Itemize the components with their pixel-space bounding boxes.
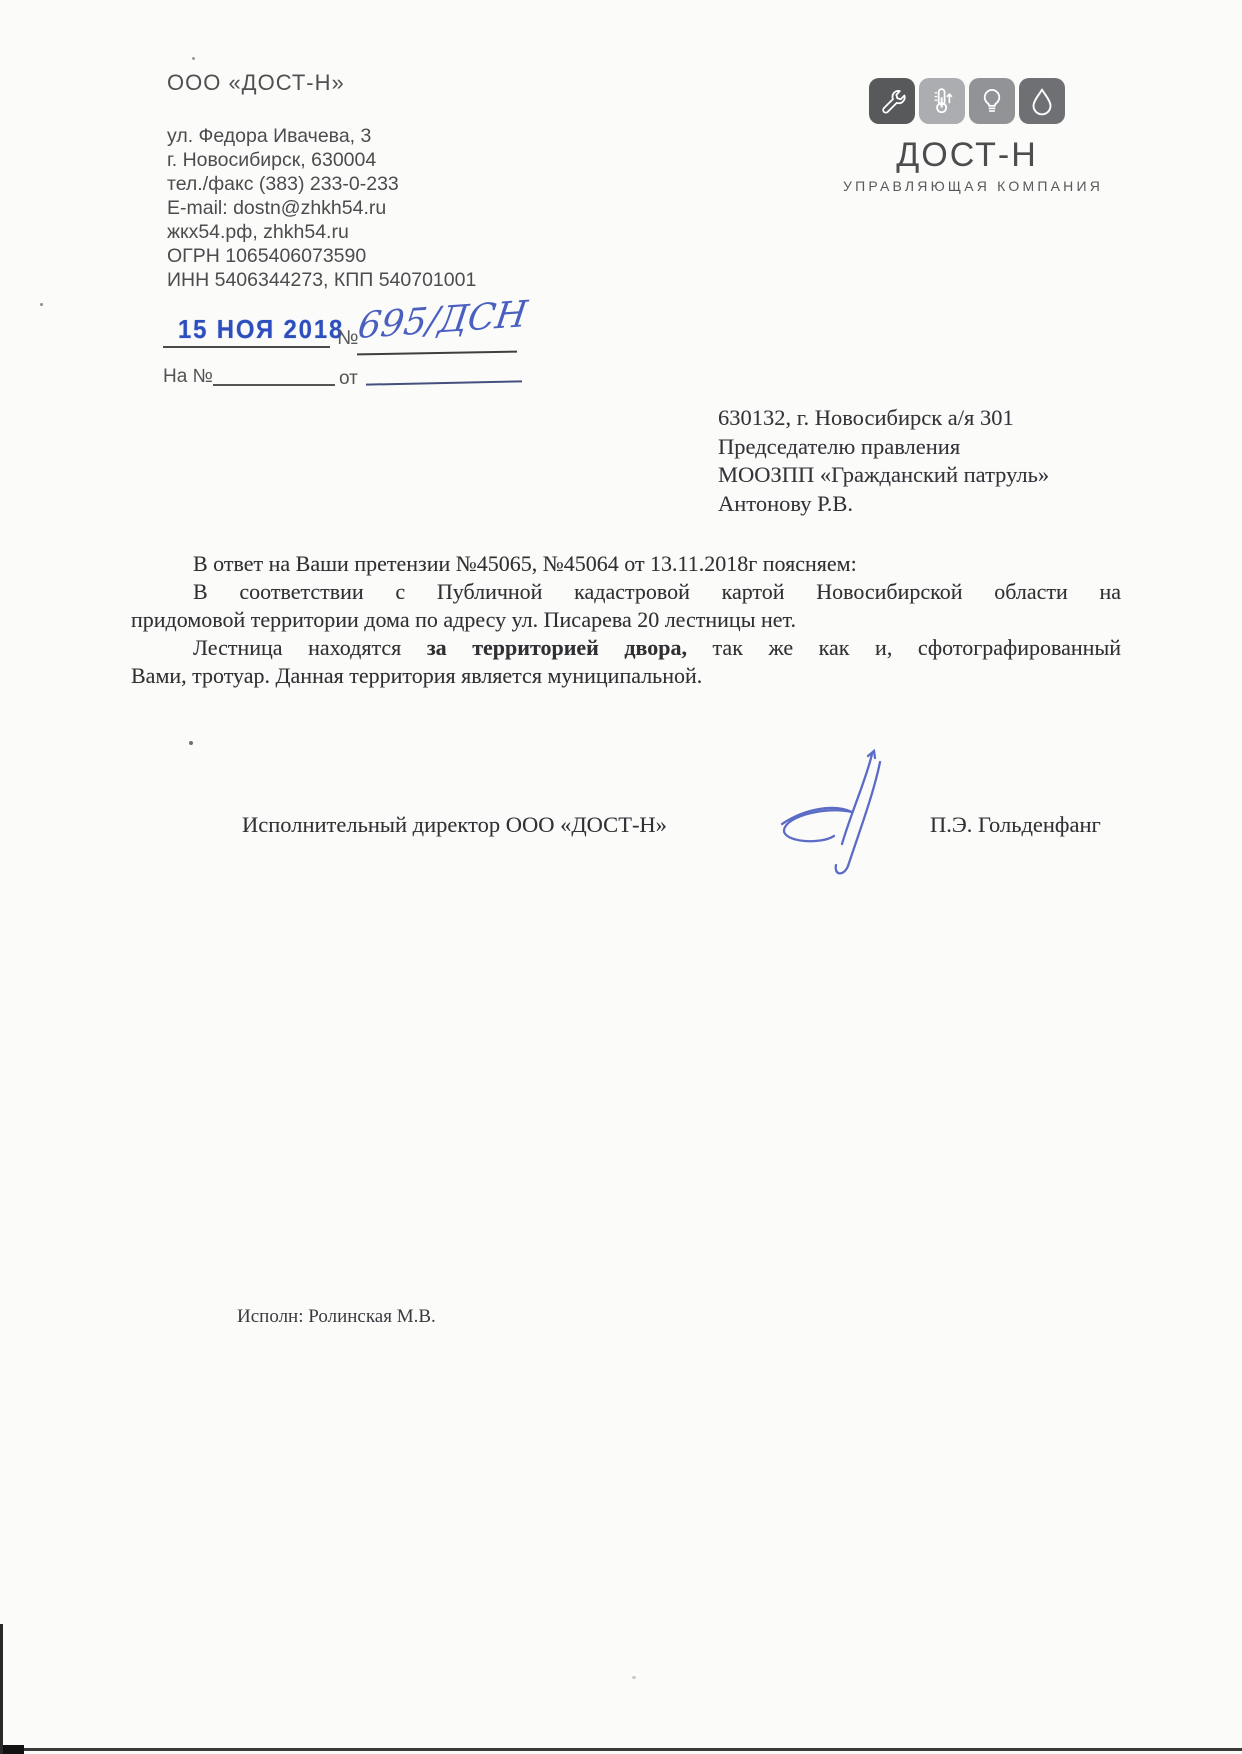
reply-date-label: от	[339, 368, 358, 389]
date-underline	[163, 346, 330, 348]
date-stamp: 15 НОЯ 2018	[178, 314, 345, 344]
wrench-icon	[869, 78, 915, 124]
company-logo	[843, 78, 1104, 194]
signatory-name: П.Э. Гольденфанг	[930, 812, 1101, 837]
executor-note: Исполн: Ролинская М.В.	[237, 1306, 436, 1327]
water-drop-icon	[1019, 78, 1065, 124]
scan-speck	[40, 303, 43, 306]
recipient-address-line: 630132, г. Новосибирск а/я 301	[718, 405, 1014, 430]
body-paragraph-2-line-1: В соответствии с Публичной кадастровой картой Новосибирской области на	[193, 579, 1121, 604]
body-paragraph-1: В ответ на Ваши претензии №45065, №45064 от 13.11.2018г поясняем:	[193, 551, 857, 576]
letter-body	[131, 550, 1121, 690]
handwritten-outgoing-number: 695/ДСН	[355, 293, 530, 348]
body-paragraph-2-line-2: придомовой территории дома по адресу ул. Писарева 20 лестницы нет.	[131, 607, 796, 632]
scan-edge-blob	[0, 1745, 24, 1754]
scan-speck	[192, 57, 195, 60]
sender-website-line: жкх54.рф, zhkh54.ru	[167, 221, 349, 243]
reply-number-blank	[213, 384, 335, 386]
sender-inn-kpp-line: ИНН 5406344273, КПП 540701001	[167, 269, 477, 291]
signatory-position: Исполнительный директор ООО «ДОСТ-Н»	[242, 812, 667, 837]
recipient-name-line: Антонову Р.В.	[718, 490, 854, 516]
thermometer-icon	[919, 78, 965, 124]
recipient-position-line: Председателю правления	[718, 433, 961, 459]
sender-address-block	[167, 124, 476, 292]
reply-date-blank	[366, 380, 522, 385]
scan-edge-left	[0, 1624, 3, 1754]
recipient-block	[718, 404, 1049, 518]
sender-address-line: г. Новосибирск, 630004	[167, 149, 377, 171]
bold-phrase: за территорией двора,	[426, 635, 687, 660]
number-underline	[357, 351, 517, 356]
scan-edge-line	[0, 1748, 1242, 1751]
handwritten-signature	[768, 748, 908, 878]
reply-number-label: На №	[163, 366, 213, 387]
sender-ogrn-line: ОГРН 1065406073590	[167, 245, 367, 267]
recipient-organization-line: МООЗПП «Гражданский патруль»	[718, 462, 1050, 487]
body-paragraph-3-line-2: Вами, тротуар. Данная территория является муниципальной.	[131, 663, 703, 688]
sender-email-line: E-mail: dostn@zhkh54.ru	[167, 197, 387, 219]
scan-speck	[189, 741, 193, 745]
sender-address-line: тел./факс (383) 233-0-233	[167, 173, 399, 195]
logo-icon-row	[843, 78, 1091, 124]
sender-company-name: ООО «ДОСТ-Н»	[167, 70, 345, 95]
lightbulb-icon	[969, 78, 1015, 124]
logo-title: ДОСТ-Н	[896, 136, 1038, 174]
scan-speck	[632, 1676, 636, 1679]
sender-address-line: ул. Федора Ивачева, 3	[167, 125, 372, 147]
logo-subtitle: УПРАВЛЯЮЩАЯ КОМПАНИЯ	[843, 178, 1104, 194]
body-paragraph-3-line-1: Лестница находятся за территорией двора, так же как и, сфотографированный	[193, 635, 1121, 660]
number-label: №	[337, 327, 359, 349]
